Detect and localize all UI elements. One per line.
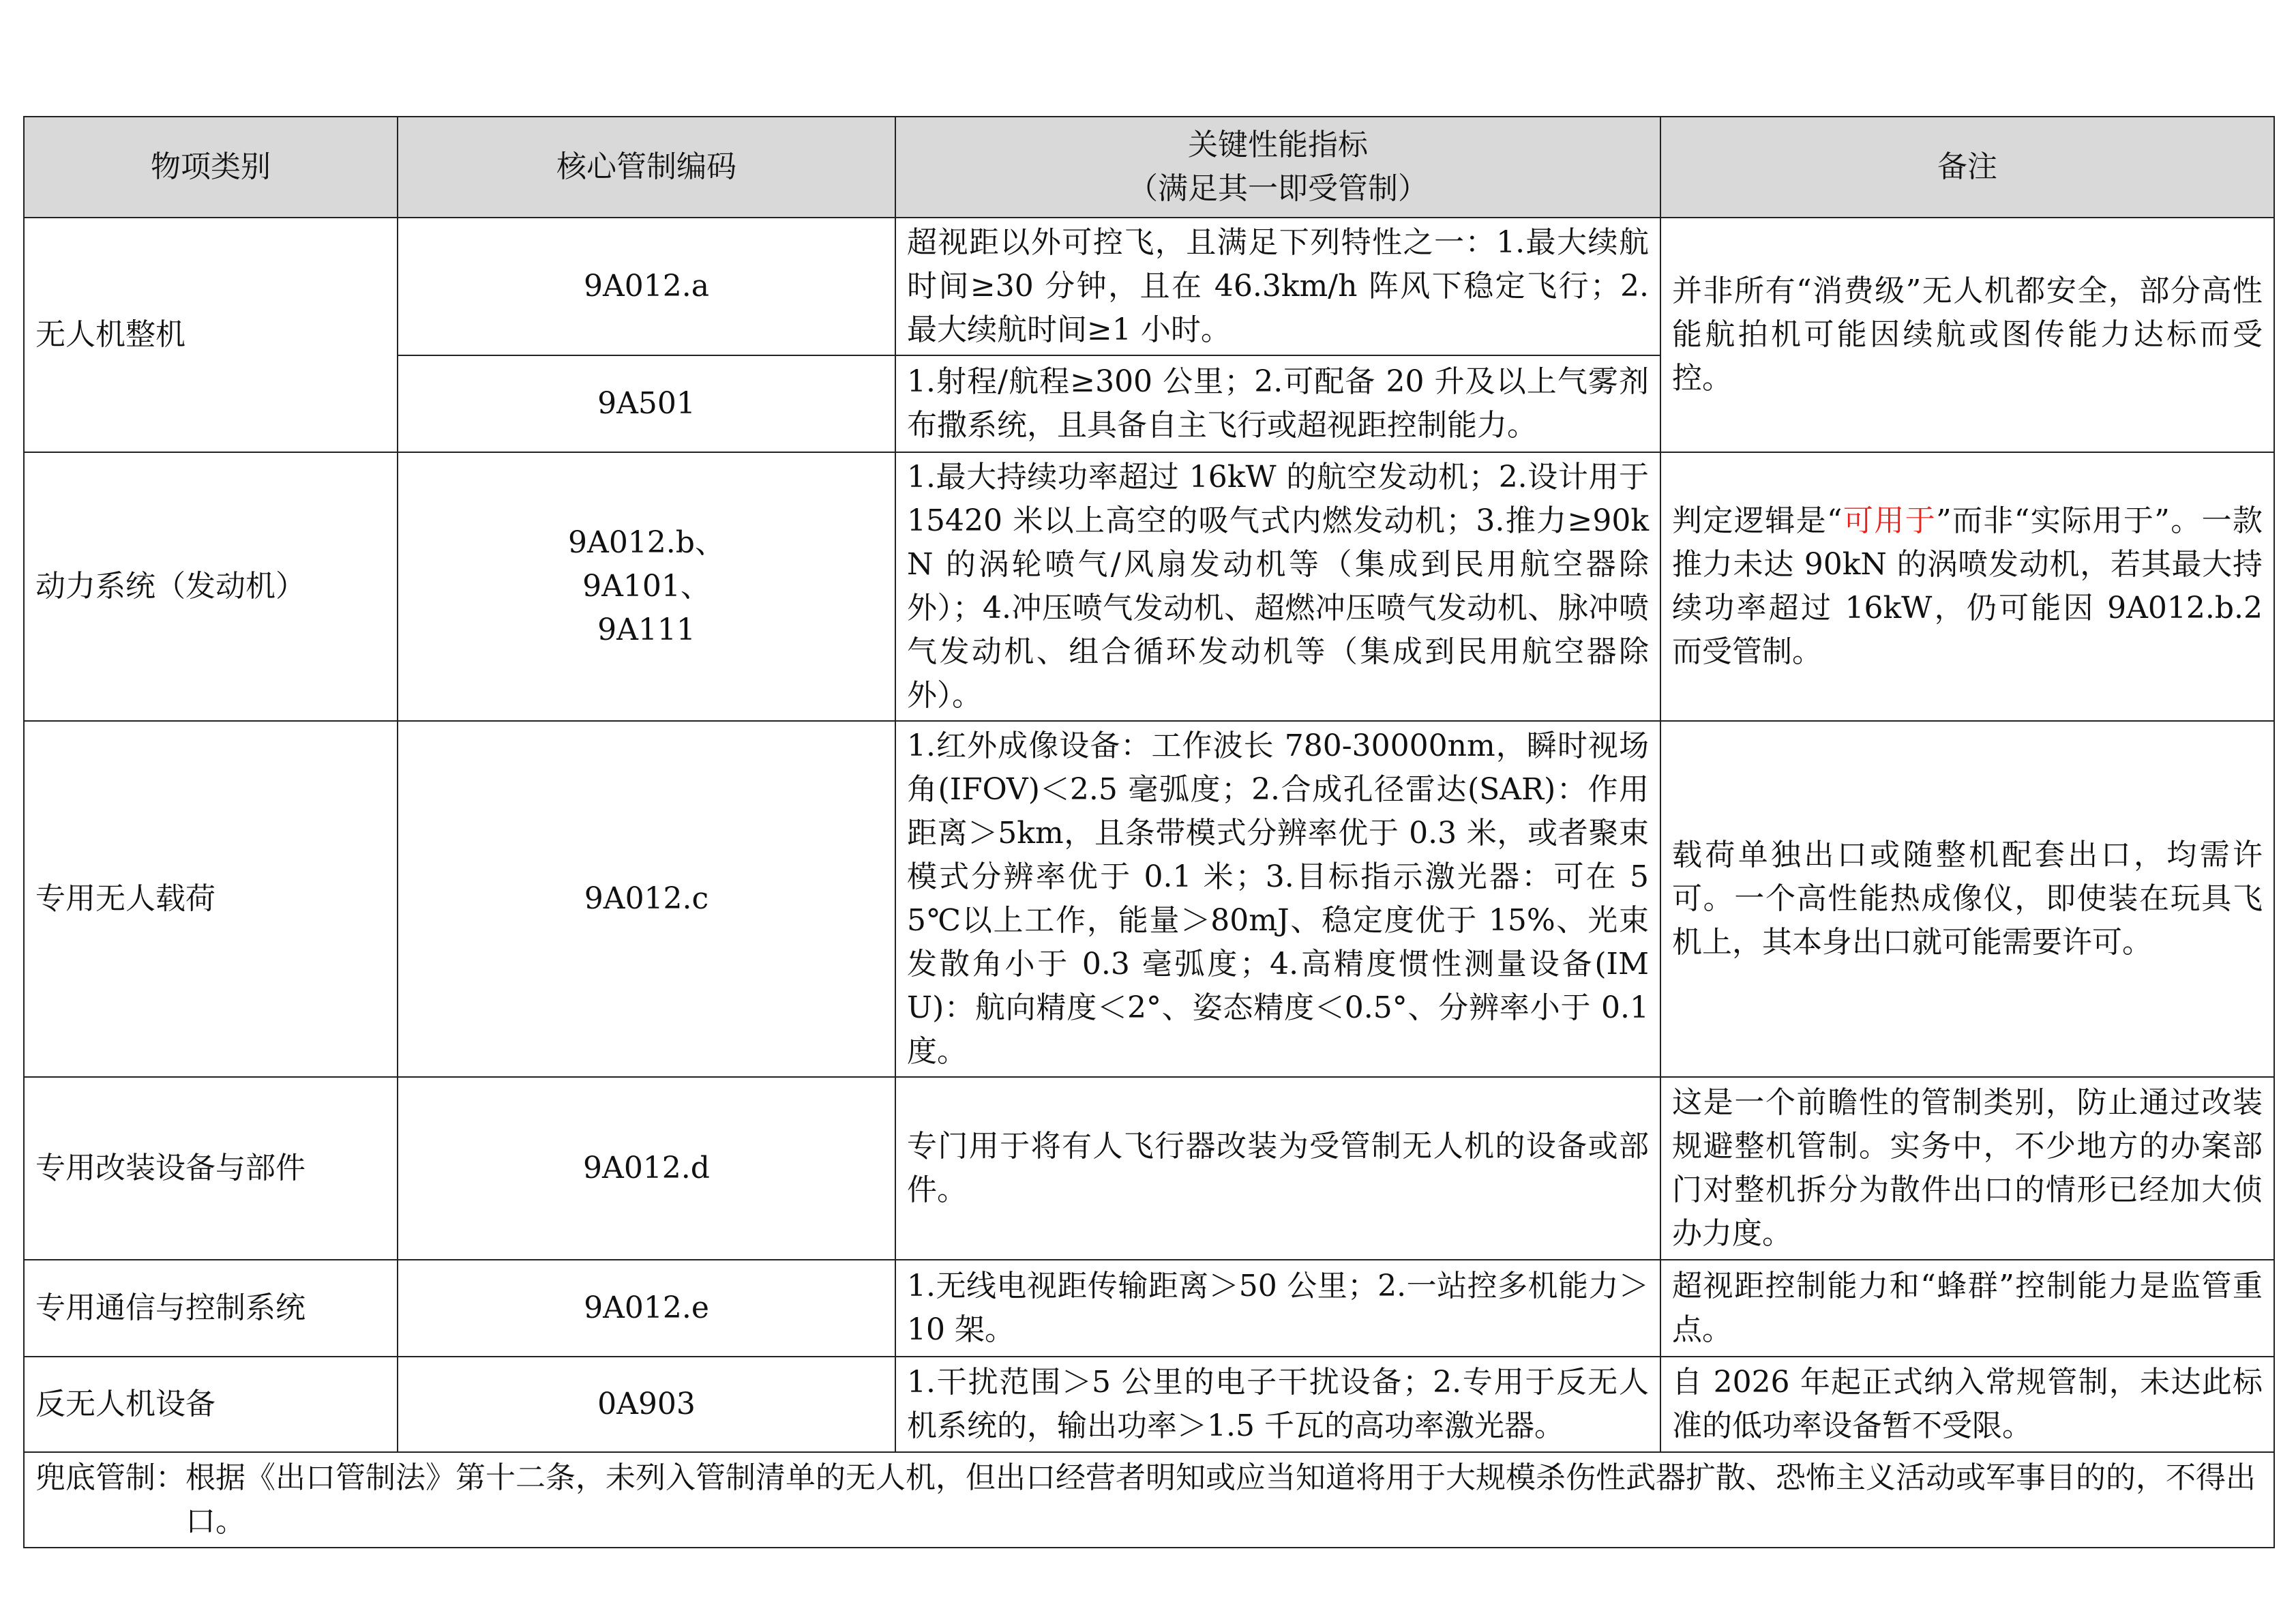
table-row bbox=[24, 1077, 2274, 1260]
category-cell: 专用无人载荷 bbox=[24, 721, 398, 1077]
code-cell bbox=[398, 452, 895, 721]
export-control-table bbox=[23, 116, 2275, 1548]
spec-cell: 1.干扰范围＞5 公里的电子干扰设备；2.专用于反无人机系统的，输出功率＞1.5 千瓦的高功率激光器。 bbox=[895, 1357, 1660, 1452]
table-row bbox=[24, 218, 2274, 355]
header-row bbox=[24, 117, 2274, 218]
table-row bbox=[24, 1260, 2274, 1357]
spec-cell: 1.射程/航程≥300 公里；2.可配备 20 升及以上气雾剂布撒系统，且具备自主飞行或超视距控制能力。 bbox=[895, 355, 1660, 452]
code-cell: 9A012.a bbox=[398, 218, 895, 355]
header-spec bbox=[895, 117, 1660, 218]
header-spec-subtitle: （满足其一即受管制） bbox=[1128, 171, 1428, 206]
header-category: 物项类别 bbox=[24, 117, 398, 218]
footer-label: 兜底管制： bbox=[35, 1460, 185, 1495]
note-cell: 超视距控制能力和“蜂群”控制能力是监管重点。 bbox=[1660, 1260, 2274, 1357]
highlight-text: 可用于 bbox=[1842, 503, 1937, 538]
note-text: ”而非“实际用于”。一款推力未达 90kN 的涡喷发动机，若其最大持续功率超过 16kW，仍可能因 9A012.b.2 而受管制。 bbox=[1672, 503, 2263, 669]
spec-cell: 超视距以外可控飞，且满足下列特性之一：1.最大续航时间≥30 分钟，且在 46.3km/h 阵风下稳定飞行；2.最大续航时间≥1 小时。 bbox=[895, 218, 1660, 355]
footer-text: 根据《出口管制法》第十二条，未列入管制清单的无人机，但出口经营者明知或应当知道将用于大规模杀伤性武器扩散、恐怖主义活动或军事目的的，不得出口。 bbox=[185, 1460, 2256, 1539]
note-cell: 自 2026 年起正式纳入常规管制，未达此标准的低功率设备暂不受限。 bbox=[1660, 1357, 2274, 1452]
code-cell: 9A012.d bbox=[398, 1077, 895, 1260]
code-cell: 9A012.e bbox=[398, 1260, 895, 1357]
table-row bbox=[24, 452, 2274, 721]
category-cell: 无人机整机 bbox=[24, 218, 398, 452]
table-row bbox=[24, 721, 2274, 1077]
footer-row bbox=[24, 1452, 2274, 1548]
code-line: 9A101、 bbox=[582, 569, 711, 604]
spec-cell: 1.最大持续功率超过 16kW 的航空发动机；2.设计用于 15420 米以上高空的吸气式内燃发动机；3.推力≥90kN 的涡轮喷气/风扇发动机等（集成到民用航空器除外）；4.冲压喷气发动机、超燃冲压喷气发动机、脉冲喷气发动机、组合循环发动机等（集成到民用航空器除外）。 bbox=[895, 452, 1660, 721]
spec-cell: 1.红外成像设备：工作波长 780-30000nm，瞬时视场角(IFOV)＜2.5 毫弧度；2.合成孔径雷达(SAR)：作用距离＞5km，且条带模式分辨率优于 0.3 米，或者聚束模式分辨率优于 0.1 米；3.目标指示激光器：可在 55℃以上工作，能量＞80mJ、稳定度优于 15%、光束发散角小于 0.3 毫弧度；4.高精度惯性测量设备(IMU)：航向精度＜2°、姿态精度＜0.5°、分辨率小于 0.1 度。 bbox=[895, 721, 1660, 1077]
spec-cell: 专门用于将有人飞行器改装为受管制无人机的设备或部件。 bbox=[895, 1077, 1660, 1260]
code-line: 9A111 bbox=[597, 612, 696, 647]
footer-cell bbox=[24, 1452, 2274, 1548]
code-cell: 9A012.c bbox=[398, 721, 895, 1077]
category-cell: 专用通信与控制系统 bbox=[24, 1260, 398, 1357]
header-spec-title: 关键性能指标 bbox=[1188, 128, 1368, 162]
category-cell: 反无人机设备 bbox=[24, 1357, 398, 1452]
category-cell: 专用改装设备与部件 bbox=[24, 1077, 398, 1260]
code-line: 9A012.b、 bbox=[568, 525, 725, 560]
note-cell: 并非所有“消费级”无人机都安全，部分高性能航拍机可能因续航或图传能力达标而受控。 bbox=[1660, 218, 2274, 452]
note-cell bbox=[1660, 452, 2274, 721]
note-cell: 载荷单独出口或随整机配套出口，均需许可。一个高性能热成像仪，即使装在玩具飞机上，其本身出口就可能需要许可。 bbox=[1660, 721, 2274, 1077]
note-text: 判定逻辑是“ bbox=[1672, 503, 1843, 538]
header-code: 核心管制编码 bbox=[398, 117, 895, 218]
spec-cell: 1.无线电视距传输距离＞50 公里；2.一站控多机能力＞10 架。 bbox=[895, 1260, 1660, 1357]
header-note: 备注 bbox=[1660, 117, 2274, 218]
table-row bbox=[24, 1357, 2274, 1452]
note-cell: 这是一个前瞻性的管制类别，防止通过改装规避整机管制。实务中，不少地方的办案部门对整机拆分为散件出口的情形已经加大侦办力度。 bbox=[1660, 1077, 2274, 1260]
category-cell: 动力系统（发动机） bbox=[24, 452, 398, 721]
code-cell: 9A501 bbox=[398, 355, 895, 452]
code-cell: 0A903 bbox=[398, 1357, 895, 1452]
